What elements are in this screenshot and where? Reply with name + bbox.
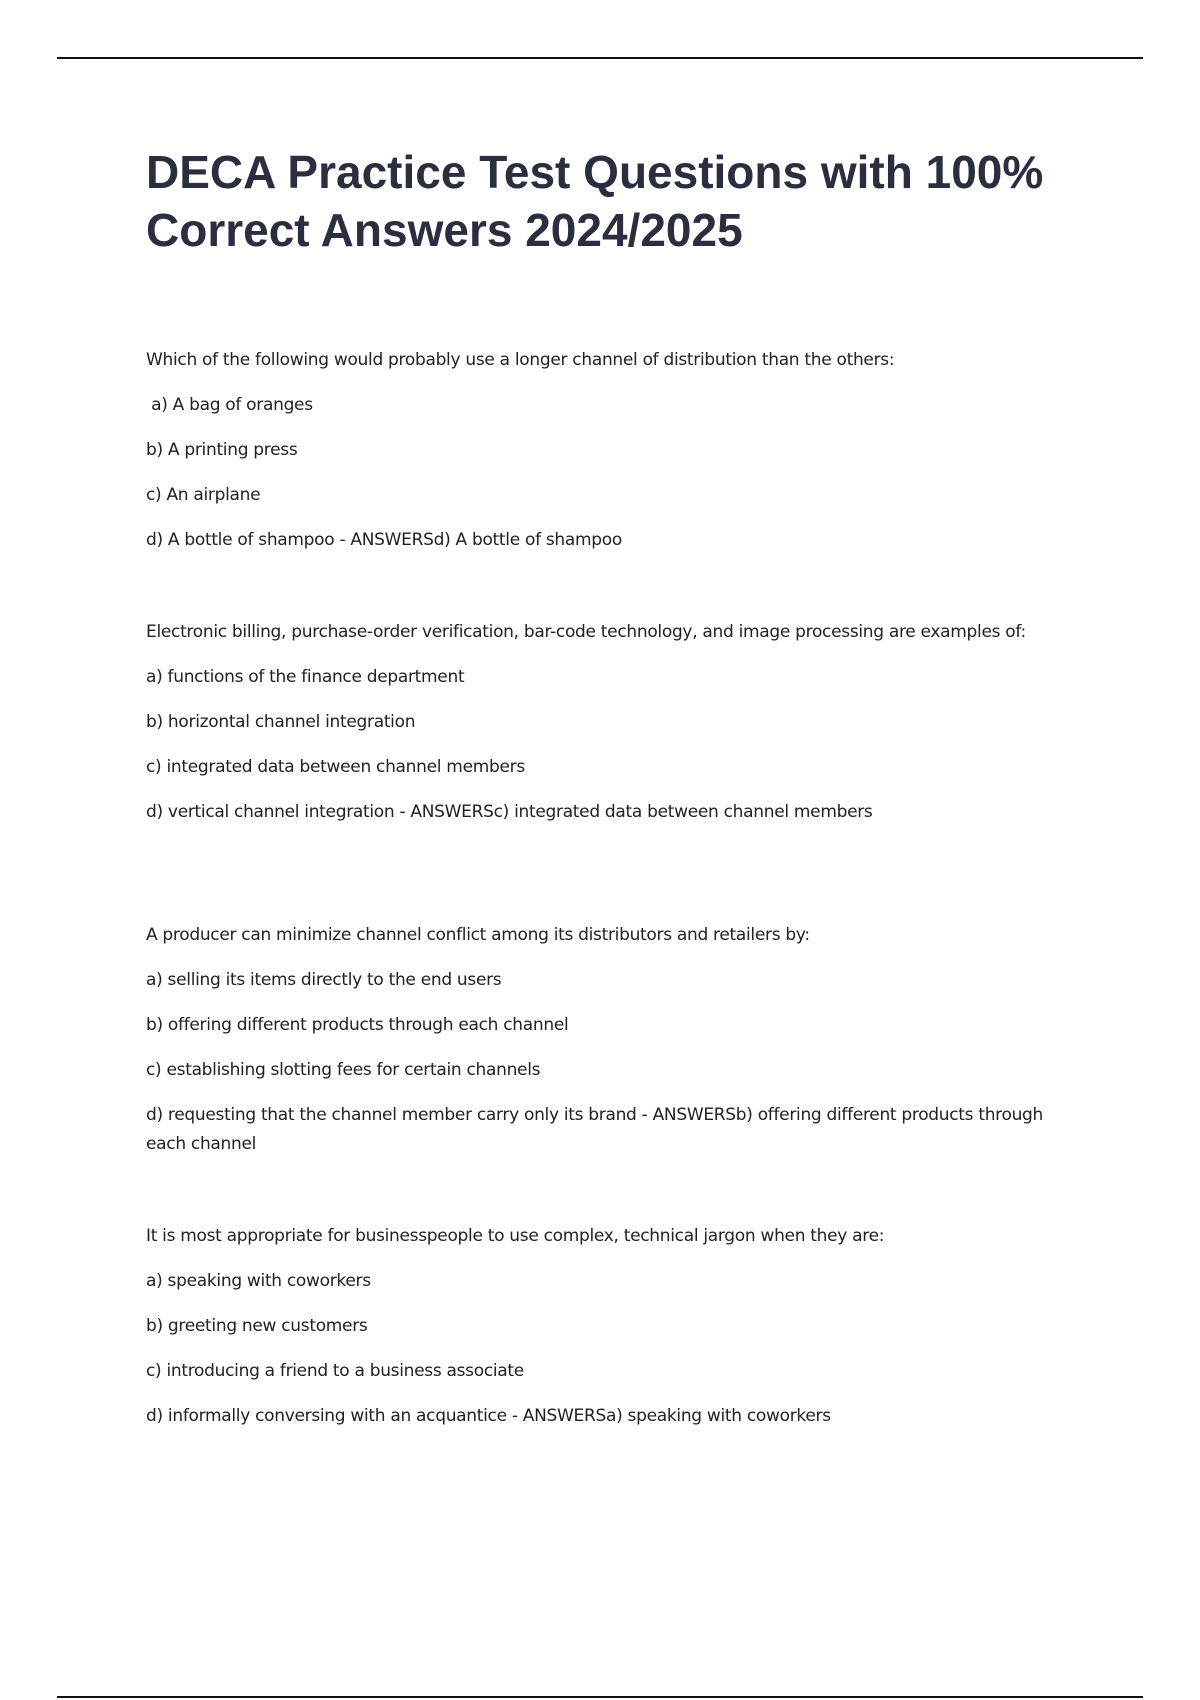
answer-option-with-answer: d) vertical channel integration - ANSWERSc) integrated data between channel members (146, 802, 873, 822)
answer-option: a) speaking with coworkers (146, 1271, 371, 1291)
question-block-2 (146, 618, 1076, 827)
bottom-rule (57, 1696, 1143, 1698)
top-rule (57, 57, 1143, 59)
answer-option: c) integrated data between channel members (146, 757, 525, 777)
answer-option: c) establishing slotting fees for certain channels (146, 1060, 541, 1080)
question-text: A producer can minimize channel conflict among its distributors and retailers by: (146, 925, 810, 945)
question-text: Electronic billing, purchase-order verification, bar-code technology, and image processing are examples of: (146, 622, 1026, 642)
answer-option: b) greeting new customers (146, 1316, 368, 1336)
question-block-4 (146, 1222, 1076, 1431)
question-block-3 (146, 921, 1076, 1159)
answer-option: a) selling its items directly to the end users (146, 970, 502, 990)
document-title: DECA Practice Test Questions with 100% Correct Answers 2024/2025 (146, 146, 1044, 256)
question-text: Which of the following would probably use a longer channel of distribution than the others: (146, 350, 895, 370)
question-block-1 (146, 346, 1076, 555)
answer-option-with-answer: d) requesting that the channel member carry only its brand - ANSWERSb) offering different products through each channel (146, 1105, 1044, 1154)
answer-option: b) A printing press (146, 440, 298, 460)
answer-option: b) horizontal channel integration (146, 712, 416, 732)
answer-option-with-answer: d) A bottle of shampoo - ANSWERSd) A bottle of shampoo (146, 530, 622, 550)
answer-option: a) functions of the finance department (146, 667, 465, 687)
answer-option: a) A bag of oranges (146, 395, 313, 415)
answer-option: c) introducing a friend to a business associate (146, 1361, 524, 1381)
answer-option: b) offering different products through each channel (146, 1015, 569, 1035)
answer-option: c) An airplane (146, 485, 261, 505)
answer-option-with-answer: d) informally conversing with an acquantice - ANSWERSa) speaking with coworkers (146, 1406, 831, 1426)
question-text: It is most appropriate for businesspeople to use complex, technical jargon when they are: (146, 1226, 885, 1246)
